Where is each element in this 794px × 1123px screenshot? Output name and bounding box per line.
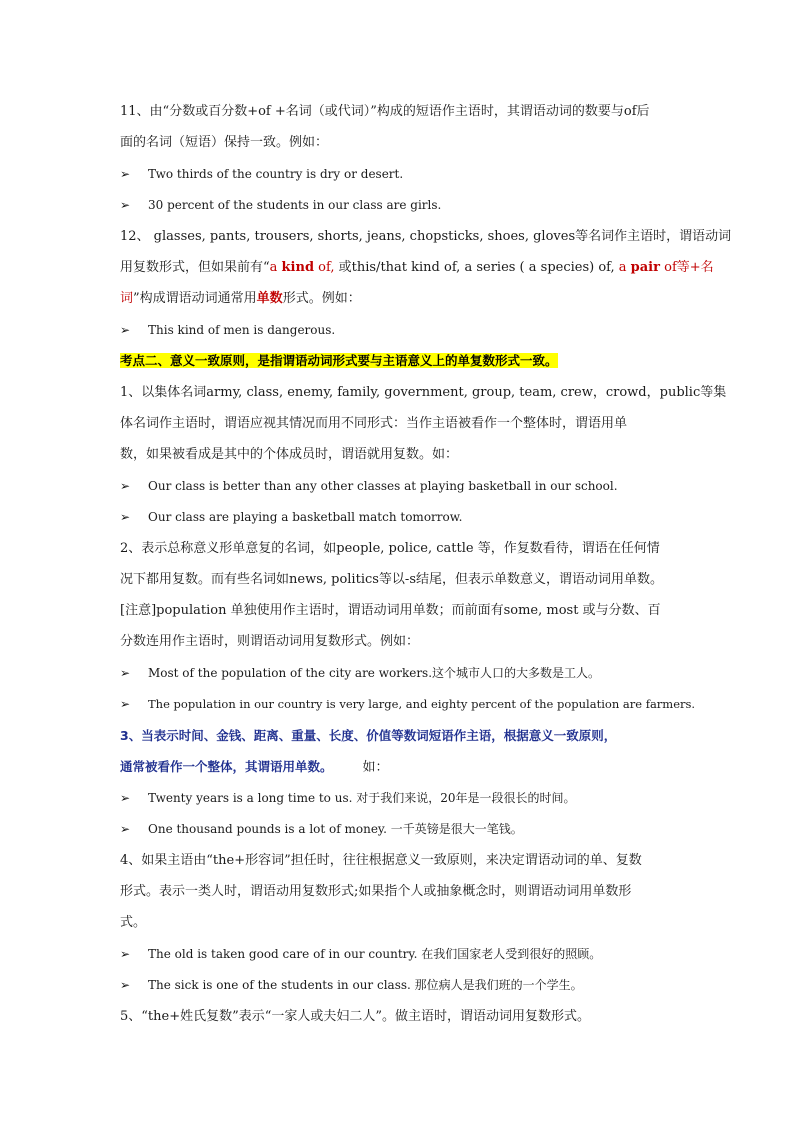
arrow-bullet-icon: ➢ [120, 510, 131, 524]
rule2-line2: 况下都用复数。而有些名词如news, politics等以-s结尾，但表示单数意义，谓语动词用单数。 [120, 572, 663, 587]
arrow-bullet-icon: ➢ [120, 666, 131, 680]
arrow-bullet-icon: ➢ [120, 323, 131, 337]
rule2-line1: 2、表示总称意义形单意复的名词，如people, police, cattle 等，作复数看待，谓语在任何情 [120, 541, 660, 556]
rule1-example-2: Our class are playing a basketball match tomorrow. [148, 510, 463, 524]
rule1-line3: 数，如果被看成是其中的个体成员时，谓语就用复数。如： [120, 447, 459, 462]
rule12-example-1: This kind of men is dangerous. [148, 323, 336, 337]
rule4-example-1: The old is taken good care of in our country. 在我们国家老人受到很好的照顾。 [148, 947, 602, 961]
rule4-line2: 形式。表示一类人时，谓语动用复数形式;如果指个人或抽象概念时，则谓语动词用单数形 [120, 884, 632, 899]
rule1-example-1: Our class is better than any other classes at playing basketball in our school. [148, 479, 618, 493]
rule2-line4: 分数连用作主语时，则谓语动词用复数形式。例如： [120, 634, 420, 649]
rule1-line1: 1、以集体名词army, class, enemy, family, government, group, team, crew，crowd，public等集 [120, 385, 727, 400]
rule1-line2: 体名词作主语时，谓语应视其情况而用不同形式：当作主语被看作一个整体时，谓语用单 [120, 416, 628, 431]
rule11-line1: 11、由“分数或百分数+of +名词（或代词）”构成的短语作主语时，其谓语动词的数要与of后 [120, 104, 650, 119]
rule12-line1: 12、 glasses, pants, trousers, shorts, jeans, chopsticks, shoes, gloves等名词作主语时，谓语动词 [120, 229, 732, 244]
rule4-line3: 式。 [120, 915, 147, 930]
rule3-line1: 3、当表示时间、金钱、距离、重量、长度、价值等数词短语作主语，根据意义一致原则， [120, 728, 617, 743]
rule4-example-2: The sick is one of the students in our class. 那位病人是我们班的一个学生。 [148, 978, 583, 992]
arrow-bullet-icon: ➢ [120, 947, 131, 961]
rule11-example-1: Two thirds of the country is dry or desert. [148, 167, 404, 181]
arrow-bullet-icon: ➢ [120, 167, 131, 181]
rule12-line2: 用复数形式，但如果前有“a kind of, 或this/that kind of, a series ( a species) of, a pair of等+名 [120, 260, 714, 275]
rule3-line2: 通常被看作一个整体，其谓语用单数。 如： [120, 759, 389, 775]
arrow-bullet-icon: ➢ [120, 791, 131, 805]
rule2-example-1: Most of the population of the city are workers.这个城市人口的大多数是工人。 [148, 666, 601, 680]
rule11-example-2: 30 percent of the students in our class are girls. [148, 198, 442, 212]
arrow-bullet-icon: ➢ [120, 198, 131, 212]
rule3-example-1: Twenty years is a long time to us. 对于我们来说，20年是一段很长的时间。 [148, 791, 576, 805]
arrow-bullet-icon: ➢ [120, 978, 131, 992]
rule4-line1: 4、如果主语由“the+形容词”担任时，往往根据意义一致原则，来决定谓语动词的单、复数 [120, 853, 642, 868]
point2-heading: 考点二、意义一致原则，是指谓语动词形式要与主语意义上的单复数形式一致。 [120, 353, 558, 368]
rule5-line1: 5、“the+姓氏复数”表示“一家人或夫妇二人”。做主语时，谓语动词用复数形式。 [120, 1009, 591, 1024]
rule3-example-2: One thousand pounds is a lot of money. 一千英镑是很大一笔钱。 [148, 822, 523, 836]
rule11-line2: 面的名词（短语）保持一致。例如： [120, 135, 329, 150]
rule12-line3: 词”构成谓语动词通常用单数形式。例如： [120, 291, 361, 306]
arrow-bullet-icon: ➢ [120, 479, 131, 493]
arrow-bullet-icon: ➢ [120, 697, 131, 711]
arrow-bullet-icon: ➢ [120, 822, 131, 836]
rule2-example-2: The population in our country is very large, and eighty percent of the population are farmers. [148, 697, 696, 711]
rule2-line3: [注意]population 单独使用作主语时，谓语动词用单数；而前面有some, most 或与分数、百 [120, 603, 661, 618]
